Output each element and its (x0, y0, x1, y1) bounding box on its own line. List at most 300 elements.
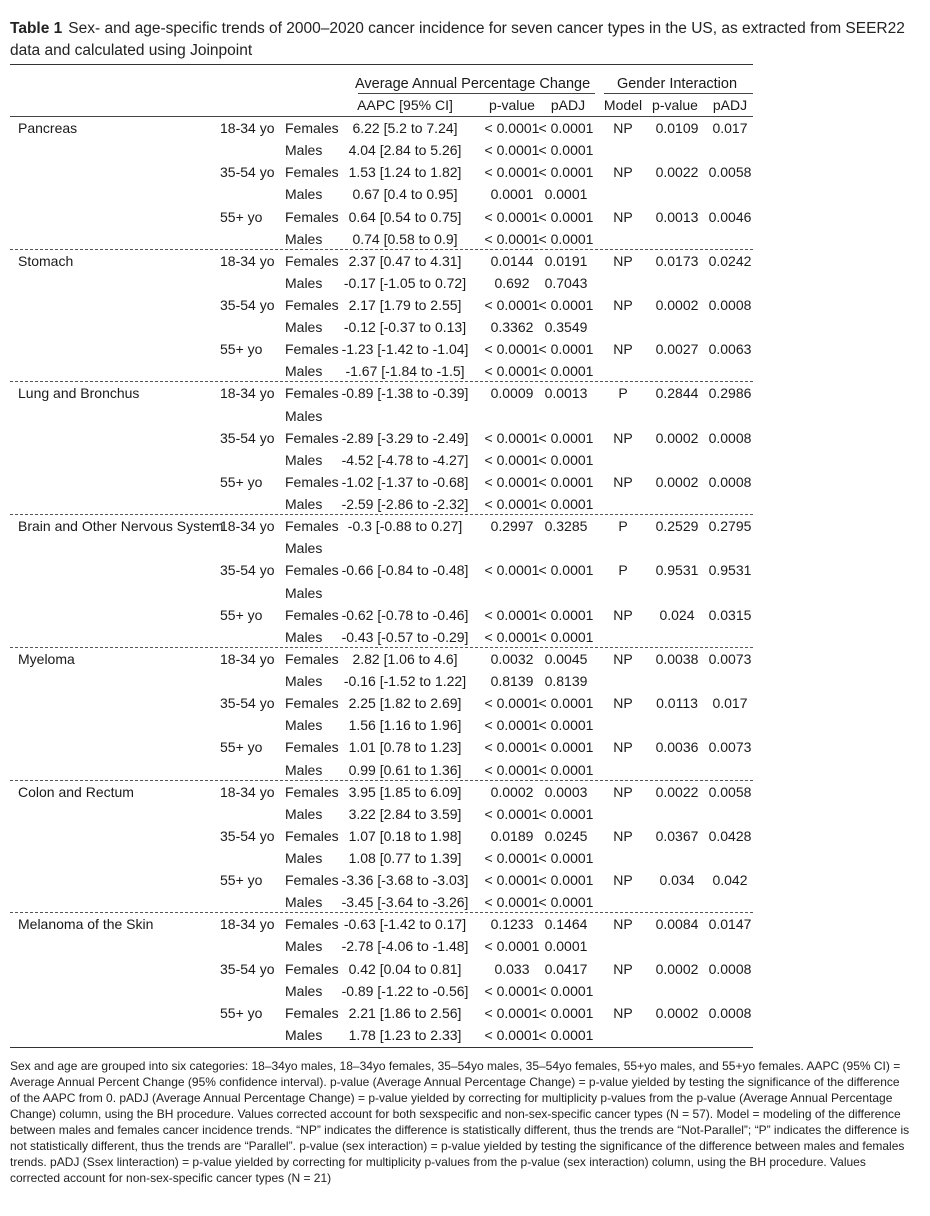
gender-pvalue-cell: 0.0113 (656, 695, 698, 712)
age-group-cell: 55+ yo (220, 872, 263, 889)
model-cell: NP (613, 208, 633, 225)
padj-cell: < 0.0001 (538, 805, 594, 822)
sex-cell: Females (285, 872, 339, 889)
model-cell (604, 980, 642, 1002)
gender-padj-cell: 0.0008 (708, 960, 752, 977)
aapc-cell: -0.62 [-0.78 to -0.46] (341, 606, 469, 623)
model-cell (604, 582, 642, 604)
aapc-cell: 6.22 [5.2 to 7.24] (352, 120, 458, 136)
aapc-cell: -0.3 [-0.88 to 0.27] (347, 518, 463, 535)
gender-pvalue-cell (647, 272, 707, 294)
age-group-cell: 18-34 yo (220, 385, 275, 402)
pvalue-cell: 0.8139 (490, 673, 534, 689)
sex-cell: Males (285, 717, 323, 734)
aapc-cell: -3.45 [-3.64 to -3.26] (341, 894, 469, 911)
gender-pvalue-cell (647, 714, 707, 736)
age-group-cell: 18-34 yo (220, 120, 275, 136)
aapc-cell: -2.59 [-2.86 to -2.32] (341, 496, 469, 512)
gender-padj-cell (704, 139, 756, 161)
padj-cell: < 0.0001 (538, 695, 594, 712)
age-group-cell: 35-54 yo (220, 960, 275, 977)
gender-padj-cell (704, 493, 756, 515)
model-cell: NP (613, 739, 633, 756)
gender-padj-cell: 0.0058 (708, 164, 752, 181)
model-cell (604, 183, 642, 205)
sex-cell: Females (285, 916, 339, 933)
padj-cell: < 0.0001 (538, 120, 594, 136)
top-rule (10, 64, 753, 65)
group-separator (10, 647, 753, 648)
gender-padj-cell: 0.017 (712, 120, 748, 136)
gender-pvalue-cell: 0.0002 (655, 429, 699, 446)
padj-cell: < 0.0001 (538, 142, 594, 159)
gender-padj-cell (704, 183, 756, 205)
aapc-cell: 4.04 [2.84 to 5.26] (348, 142, 462, 159)
gender-padj-cell: 0.0058 (708, 783, 752, 800)
aapc-cell: -0.89 [-1.38 to -0.39] (341, 385, 469, 402)
gender-padj-cell: 0.0242 (708, 252, 752, 269)
gender-padj-cell (704, 714, 756, 736)
age-group-cell: 35-54 yo (220, 827, 275, 844)
gender-pvalue-cell: 0.0022 (655, 783, 699, 800)
gender-pvalue-cell (647, 582, 707, 604)
gender-padj-cell: 0.0063 (708, 341, 752, 358)
sex-cell: Females (285, 783, 339, 800)
model-cell: NP (613, 916, 633, 933)
pvalue-cell: 0.0002 (490, 783, 534, 800)
padj-cell: 0.0245 (544, 827, 588, 844)
age-group-cell: 55+ yo (220, 341, 263, 358)
gender-pvalue-cell: 0.0367 (655, 827, 699, 844)
padj-cell: < 0.0001 (538, 739, 594, 756)
age-group-cell: 55+ yo (220, 739, 263, 756)
model-cell (604, 139, 642, 161)
pvalue-cell: < 0.0001 (484, 761, 540, 778)
aapc-cell: 3.22 [2.84 to 3.59] (348, 805, 462, 822)
aapc-cell (335, 537, 475, 559)
age-group-cell: 35-54 yo (220, 695, 275, 712)
cancer-type-cell: Myeloma (18, 650, 75, 667)
pvalue-cell (477, 405, 547, 427)
model-cell (604, 537, 642, 559)
model-cell (604, 228, 642, 250)
pvalue-cell: < 0.0001 (484, 628, 540, 645)
padj-cell (536, 537, 596, 559)
sex-cell: Females (285, 385, 339, 402)
padj-cell (536, 405, 596, 427)
pvalue-cell: < 0.0001 (484, 208, 540, 225)
aapc-cell: 3.95 [1.85 to 6.09] (348, 783, 462, 800)
gender-pvalue-cell (647, 803, 707, 825)
sex-cell: Females (285, 562, 339, 579)
model-cell (604, 935, 642, 957)
gender-padj-cell: 0.9531 (708, 562, 752, 579)
gender-padj-cell (704, 670, 756, 692)
age-group-cell: 55+ yo (220, 1004, 263, 1021)
aapc-cell: 2.21 [1.86 to 2.56] (348, 1004, 462, 1021)
gender-padj-cell: 0.0008 (708, 473, 752, 490)
aapc-group-underline (358, 93, 595, 94)
sex-cell: Females (285, 473, 339, 490)
gender-padj-cell (704, 1024, 756, 1046)
pvalue-cell: < 0.0001 (484, 1004, 540, 1021)
model-cell (604, 670, 642, 692)
model-cell (604, 360, 642, 382)
gender-padj-cell: 0.0046 (708, 208, 752, 225)
aapc-cell: -0.17 [-1.05 to 0.72] (343, 274, 467, 291)
padj-cell: 0.7043 (544, 274, 588, 291)
sex-cell: Males (285, 142, 323, 159)
model-cell (604, 272, 642, 294)
gender-padj-cell: 0.0073 (708, 650, 752, 667)
sex-cell: Males (285, 230, 323, 247)
aapc-cell: 1.01 [0.78 to 1.23] (348, 739, 462, 756)
pvalue-cell: < 0.0001 (484, 562, 540, 579)
aapc-cell: -0.12 [-0.37 to 0.13] (343, 319, 467, 336)
gender-padj-cell (704, 626, 756, 648)
model-cell: NP (613, 606, 633, 623)
sex-cell: Males (285, 894, 323, 911)
aapc-cell: 1.08 [0.77 to 1.39] (348, 850, 462, 866)
pvalue-cell: < 0.0001 (484, 164, 540, 181)
model-cell (604, 405, 642, 427)
sex-cell: Females (285, 1004, 339, 1021)
aapc-cell: -3.36 [-3.68 to -3.03] (341, 872, 469, 889)
table-caption (10, 18, 915, 62)
gender-pvalue-cell: 0.0002 (655, 1004, 699, 1021)
gender-pvalue-cell: 0.0002 (655, 473, 699, 490)
gender-padj-cell (704, 582, 756, 604)
gender-padj-cell: 0.0073 (708, 739, 752, 756)
sex-cell: Females (285, 164, 339, 181)
model-cell: NP (613, 872, 633, 889)
padj-cell: < 0.0001 (538, 230, 594, 247)
pvalue-cell: < 0.0001 (484, 120, 540, 136)
model-cell: NP (613, 650, 633, 667)
sex-cell: Males (285, 407, 323, 424)
sex-cell: Females (285, 208, 339, 225)
model-cell: NP (613, 827, 633, 844)
gender-pvalue-cell (647, 935, 707, 957)
aapc-cell: 0.42 [0.04 to 0.81] (348, 960, 462, 977)
model-cell: NP (613, 297, 633, 313)
padj-cell: < 0.0001 (538, 164, 594, 181)
padj-cell: < 0.0001 (538, 894, 594, 911)
pvalue-cell: 0.0144 (490, 252, 534, 269)
gender-pvalue-cell: 0.0027 (655, 341, 699, 358)
gender-padj-cell (704, 272, 756, 294)
group-separator (10, 514, 753, 515)
gender-pvalue-cell: 0.0036 (655, 739, 699, 756)
gender-padj-cell (704, 803, 756, 825)
col-header-model: Model (603, 97, 643, 113)
gender-pvalue-cell (647, 449, 707, 471)
aapc-cell: 0.67 [0.4 to 0.95] (352, 186, 458, 203)
padj-cell: < 0.0001 (538, 451, 594, 468)
pvalue-cell: 0.3362 (490, 319, 534, 336)
gender-pvalue-cell (647, 670, 707, 692)
gender-pvalue-cell (647, 493, 707, 515)
gender-padj-cell: 0.017 (712, 695, 748, 712)
sex-cell: Females (285, 518, 339, 535)
pvalue-cell (477, 582, 547, 604)
gender-pvalue-cell: 0.034 (659, 872, 695, 889)
model-cell (604, 449, 642, 471)
padj-cell: < 0.0001 (538, 872, 594, 889)
sex-cell: Males (285, 1026, 323, 1043)
gender-padj-cell (704, 228, 756, 250)
sex-cell: Females (285, 606, 339, 623)
aapc-cell (335, 582, 475, 604)
aapc-cell: -1.02 [-1.37 to -0.68] (341, 473, 469, 490)
sex-cell: Males (285, 496, 323, 512)
aapc-group-header: Average Annual Percentage Change (355, 76, 591, 92)
padj-cell: < 0.0001 (538, 297, 594, 313)
pvalue-cell: 0.2997 (490, 518, 534, 535)
aapc-cell: 1.53 [1.24 to 1.82] (348, 164, 462, 181)
gender-padj-cell: 0.0008 (708, 1004, 752, 1021)
gender-padj-cell (704, 316, 756, 338)
gender-padj-cell (704, 891, 756, 913)
model-cell (604, 1024, 642, 1046)
padj-cell: < 0.0001 (538, 606, 594, 623)
padj-cell: < 0.0001 (538, 1004, 594, 1021)
aapc-cell: 0.64 [0.54 to 0.75] (348, 208, 462, 225)
cancer-type-cell: Brain and Other Nervous System (18, 518, 224, 535)
aapc-cell: -0.43 [-0.57 to -0.29] (341, 628, 469, 645)
sex-cell: Males (285, 673, 323, 689)
gender-padj-cell: 0.0147 (708, 916, 752, 933)
cancer-type-cell: Pancreas (18, 120, 78, 136)
sex-cell: Females (285, 960, 339, 977)
table-label: Table 1 (10, 20, 63, 37)
gender-padj-cell (704, 935, 756, 957)
pvalue-cell: < 0.0001 (484, 341, 540, 358)
cancer-type-cell: Lung and Bronchus (18, 385, 140, 402)
group-separator (10, 381, 753, 382)
model-cell: P (618, 518, 628, 535)
aapc-cell: -0.63 [-1.42 to 0.17] (343, 916, 467, 933)
group-separator (10, 912, 753, 913)
pvalue-cell: < 0.0001 (484, 850, 540, 866)
model-cell: NP (613, 1004, 633, 1021)
age-group-cell: 18-34 yo (220, 252, 275, 269)
aapc-cell: 0.74 [0.58 to 0.9] (352, 230, 458, 247)
padj-cell: < 0.0001 (538, 982, 594, 999)
aapc-cell: -1.23 [-1.42 to -1.04] (341, 341, 469, 358)
aapc-cell: 0.99 [0.61 to 1.36] (348, 761, 462, 778)
pvalue-cell: < 0.0001 (484, 363, 540, 380)
model-cell (604, 626, 642, 648)
aapc-cell: 2.17 [1.79 to 2.55] (348, 297, 462, 313)
cancer-type-cell: Stomach (18, 252, 74, 269)
gender-padj-cell (704, 847, 756, 869)
gender-pvalue-cell (647, 360, 707, 382)
pvalue-cell: < 0.0001 (484, 938, 540, 955)
pvalue-cell: 0.0009 (490, 385, 534, 402)
model-cell: NP (613, 473, 633, 490)
model-cell (604, 759, 642, 781)
padj-cell: < 0.0001 (538, 562, 594, 579)
pvalue-cell: < 0.0001 (484, 142, 540, 159)
padj-cell: 0.3549 (544, 319, 588, 336)
cancer-type-cell: Colon and Rectum (18, 783, 134, 800)
padj-cell: < 0.0001 (538, 761, 594, 778)
pvalue-cell: < 0.0001 (484, 473, 540, 490)
pvalue-cell: < 0.0001 (484, 717, 540, 734)
pvalue-cell: < 0.0001 (484, 297, 540, 313)
aapc-cell: -2.89 [-3.29 to -2.49] (341, 429, 469, 446)
model-cell (604, 891, 642, 913)
aapc-cell: -4.52 [-4.78 to -4.27] (341, 451, 469, 468)
padj-cell: < 0.0001 (538, 628, 594, 645)
padj-cell: 0.0001 (544, 186, 588, 203)
age-group-cell: 18-34 yo (220, 650, 275, 667)
bottom-rule (10, 1047, 753, 1048)
aapc-cell: 1.07 [0.18 to 1.98] (348, 827, 462, 844)
group-separator (10, 249, 753, 250)
gender-padj-cell: 0.0428 (708, 827, 752, 844)
model-cell: NP (613, 429, 633, 446)
gender-group-header: Gender Interaction (616, 76, 738, 92)
model-cell (604, 316, 642, 338)
sex-cell: Females (285, 252, 339, 269)
gender-padj-cell (704, 980, 756, 1002)
sex-cell: Males (285, 938, 323, 955)
model-cell: NP (613, 783, 633, 800)
aapc-cell: -0.89 [-1.22 to -0.56] (341, 982, 469, 999)
pvalue-cell: 0.033 (494, 960, 530, 977)
sex-cell: Males (285, 628, 323, 645)
padj-cell: 0.0417 (544, 960, 588, 977)
model-cell (604, 493, 642, 515)
padj-cell: < 0.0001 (538, 1026, 594, 1043)
sex-cell: Males (285, 761, 323, 778)
padj-cell: < 0.0001 (538, 717, 594, 734)
sex-cell: Males (285, 540, 323, 557)
gender-pvalue-cell: 0.0084 (655, 916, 699, 933)
pvalue-cell: < 0.0001 (484, 496, 540, 512)
padj-cell: 0.0001 (544, 938, 588, 955)
padj-cell: < 0.0001 (538, 341, 594, 358)
group-separator (10, 780, 753, 781)
sex-cell: Males (285, 186, 323, 203)
sex-cell: Females (285, 429, 339, 446)
pvalue-cell: < 0.0001 (484, 606, 540, 623)
pvalue-cell: < 0.0001 (484, 451, 540, 468)
sex-cell: Females (285, 650, 339, 667)
gender-pvalue-cell (647, 537, 707, 559)
gender-padj-cell (704, 449, 756, 471)
pvalue-cell: < 0.0001 (484, 872, 540, 889)
gender-padj-cell: 0.0315 (708, 606, 752, 623)
gender-pvalue-cell (647, 759, 707, 781)
age-group-cell: 18-34 yo (220, 518, 275, 535)
age-group-cell: 35-54 yo (220, 429, 275, 446)
header-rule (10, 116, 753, 117)
gender-pvalue-cell: 0.0109 (655, 120, 699, 136)
gender-pvalue-cell: 0.9531 (655, 562, 699, 579)
gender-padj-cell (704, 759, 756, 781)
padj-cell: < 0.0001 (538, 473, 594, 490)
aapc-cell (335, 405, 475, 427)
sex-cell: Males (285, 274, 323, 291)
aapc-cell: 2.25 [1.82 to 2.69] (348, 695, 462, 712)
caption-text: Sex- and age-specific trends of 2000–2020 cancer incidence for seven cancer types in the US, as extracted from SEER22 data and calculated using Joinpoint (10, 20, 905, 59)
pvalue-cell: < 0.0001 (484, 982, 540, 999)
gender-pvalue-cell (647, 228, 707, 250)
sex-cell: Males (285, 584, 323, 601)
pvalue-cell: < 0.0001 (484, 894, 540, 911)
gender-pvalue-cell (647, 139, 707, 161)
gender-pvalue-cell: 0.0002 (655, 297, 699, 313)
model-cell (604, 803, 642, 825)
padj-cell (536, 582, 596, 604)
gender-pvalue-cell (647, 183, 707, 205)
sex-cell: Females (285, 739, 339, 756)
gender-padj-cell: 0.2795 (708, 518, 752, 535)
pvalue-cell: < 0.0001 (484, 230, 540, 247)
sex-cell: Males (285, 319, 323, 336)
model-cell: NP (613, 960, 633, 977)
cancer-type-cell: Melanoma of the Skin (18, 916, 154, 933)
pvalue-cell: < 0.0001 (484, 739, 540, 756)
aapc-cell: -2.78 [-4.06 to -1.48] (341, 938, 469, 955)
gender-padj-cell: 0.042 (712, 872, 748, 889)
pvalue-cell: < 0.0001 (484, 429, 540, 446)
model-cell: P (618, 562, 628, 579)
padj-cell: 0.0003 (544, 783, 588, 800)
col-header-gender-padj: pADJ (712, 97, 748, 113)
padj-cell: 0.8139 (544, 673, 588, 689)
padj-cell: < 0.0001 (538, 429, 594, 446)
sex-cell: Males (285, 805, 323, 822)
padj-cell: < 0.0001 (538, 496, 594, 512)
gender-padj-cell: 0.0008 (708, 429, 752, 446)
pvalue-cell: < 0.0001 (484, 805, 540, 822)
sex-cell: Males (285, 850, 323, 866)
age-group-cell: 55+ yo (220, 473, 263, 490)
age-group-cell: 18-34 yo (220, 916, 275, 933)
sex-cell: Females (285, 827, 339, 844)
sex-cell: Females (285, 297, 339, 313)
pvalue-cell (477, 537, 547, 559)
model-cell (604, 714, 642, 736)
sex-cell: Males (285, 982, 323, 999)
gender-pvalue-cell: 0.0038 (655, 650, 699, 667)
pvalue-cell: 0.692 (494, 274, 530, 291)
model-cell (604, 847, 642, 869)
padj-cell: < 0.0001 (538, 208, 594, 225)
padj-cell: 0.0013 (544, 385, 588, 402)
pvalue-cell: < 0.0001 (484, 1026, 540, 1043)
padj-cell: < 0.0001 (538, 850, 594, 866)
sex-cell: Females (285, 120, 339, 136)
model-cell: P (618, 385, 628, 402)
padj-cell: 0.1464 (544, 916, 588, 933)
aapc-cell: 2.37 [0.47 to 4.31] (348, 252, 462, 269)
pvalue-cell: 0.0001 (490, 186, 534, 203)
gender-pvalue-cell (647, 626, 707, 648)
gender-pvalue-cell: 0.0002 (655, 960, 699, 977)
pvalue-cell: 0.0032 (490, 650, 534, 667)
gender-padj-cell: 0.0008 (708, 297, 752, 313)
col-header-padj: pADJ (550, 97, 586, 113)
pvalue-cell: 0.1233 (490, 916, 534, 933)
age-group-cell: 35-54 yo (220, 562, 275, 579)
age-group-cell: 55+ yo (220, 606, 263, 623)
table-footnote: Sex and age are grouped into six categories: 18–34yo males, 18–34yo females, 35–54yo males, 35–54yo females, 55+yo males, and 55+yo females. AAPC (95% CI) = Average Annual Percent Change (95% confidence interval). p-value (Average Annual Percentage Change) = p-value yielded by testing the significance of the difference of the AAPC from 0. pADJ (Average Annual Percentage Change) = p-value yielded by correcting for multiplicity p-values from the p-value (Average Annual Percentage Change) column, using the BH procedure. Values corrected account for both sexspecific and non-sex-specific cancer types (N = 57). Model = modeling of the difference between males and females cancer incidence trends. “NP” indicates the difference is statistically different, thus the trends are “Not-Parallel”; “P” indicates the difference is not statistically different, thus the trends are “Parallel”. p-value (sex interaction) = p-value yielded by testing the significance of the difference between males and females trends. pADJ (Ssex linteraction) = p-value yielded by correcting for multiplicity p-values from the p-value (sex interaction) column, using the BH procedure. Values corrected account for non-sex-specific cancer types (N = 21) (10, 1059, 910, 1185)
